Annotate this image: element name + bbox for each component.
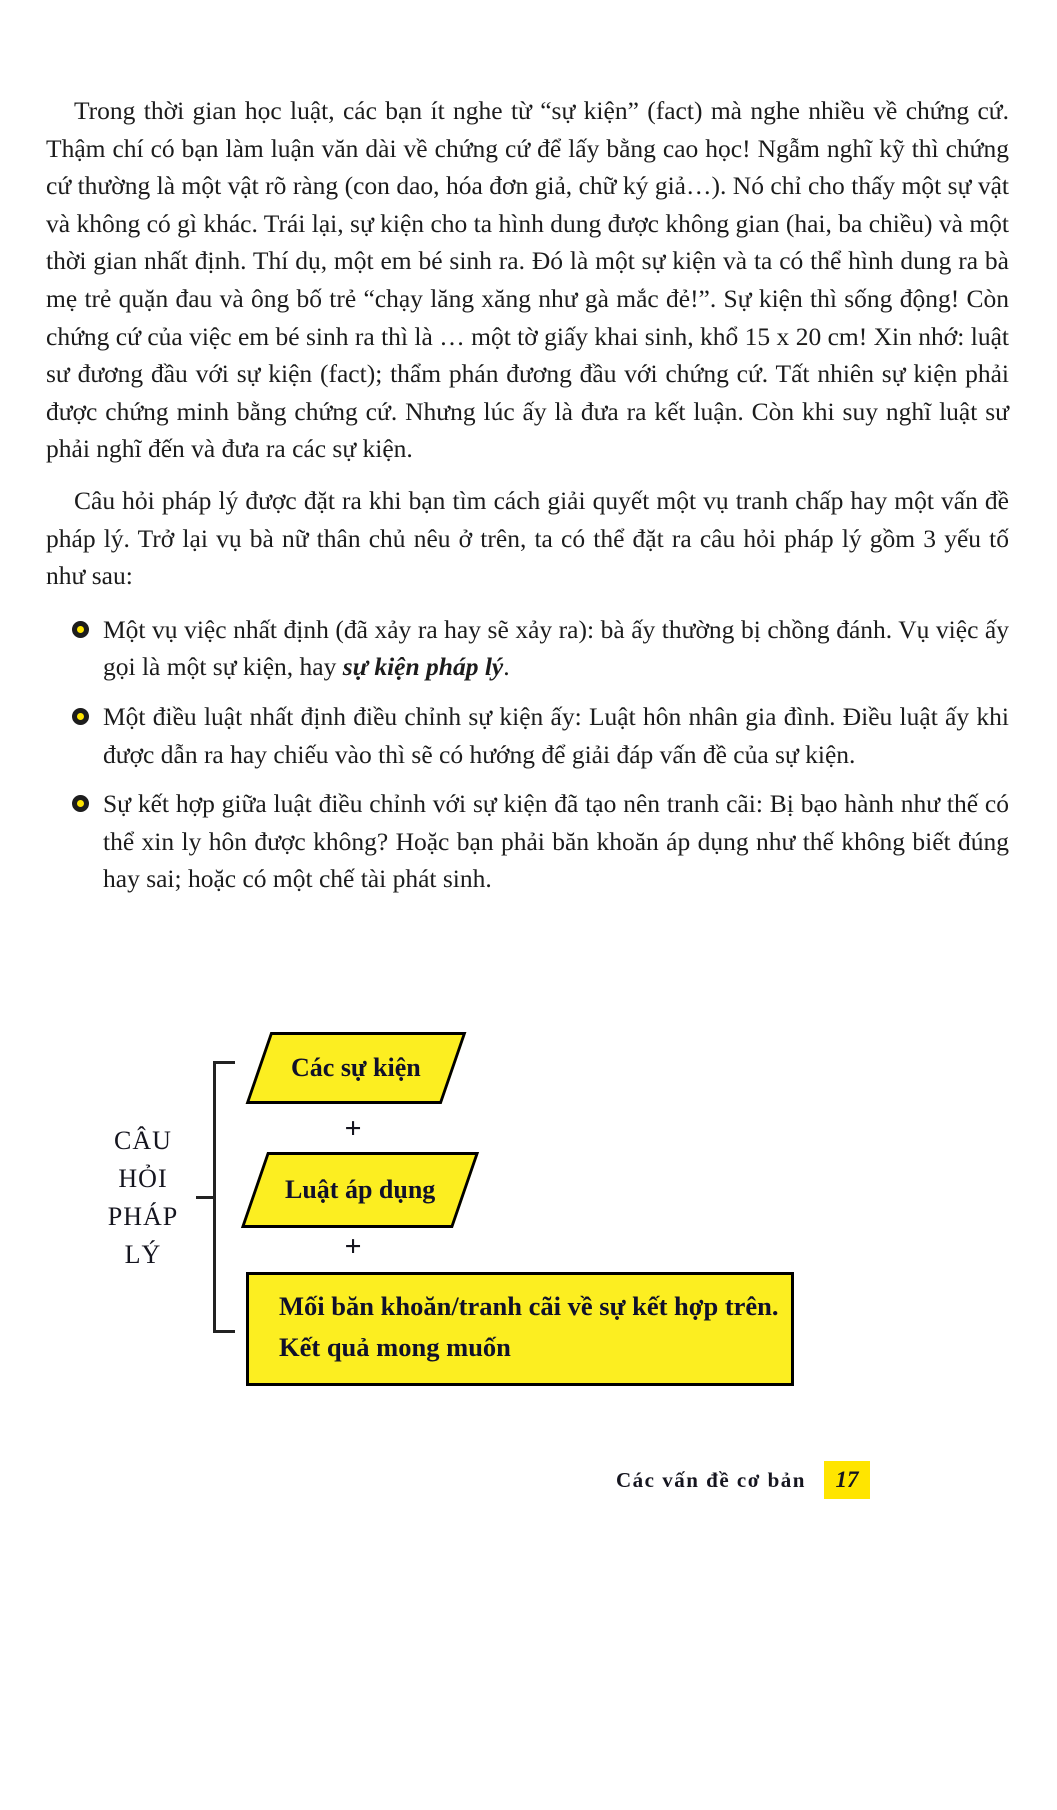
page-footer bbox=[0, 1461, 870, 1499]
diagram-label-line: HỎI bbox=[118, 1164, 168, 1193]
bullet-text-event bbox=[103, 611, 1009, 686]
bullet-text-post: . bbox=[503, 652, 510, 682]
bullet-text-pre: Một vụ việc nhất định (đã xảy ra hay sẽ xảy ra): bà ấy thường bị chồng đánh. Vụ việc ấy gọi là một sự kiện, hay bbox=[103, 614, 1009, 682]
bracket-connector-line bbox=[196, 1196, 214, 1199]
bullet-text-law bbox=[103, 698, 1009, 773]
bullet-text-pre: Sự kết hợp giữa luật điều chỉnh với sự kiện đã tạo nên tranh cãi: Bị bạo hành như thế có thể xin ly hôn được không? Hoặc bạn phải băn khoăn áp dụng như thế không biết đúng hay sai; hoặc có một chế tài phát sinh. bbox=[103, 789, 1009, 894]
parallelogram-facts bbox=[246, 1032, 467, 1104]
bracket-shape bbox=[213, 1061, 235, 1333]
result-box bbox=[246, 1272, 794, 1386]
paragraph-facts-vs-evidence: Trong thời gian học luật, các bạn ít nghe từ “sự kiện” (fact) mà nghe nhiều về chứng cứ. Thậm chí có bạn làm luận văn dài về chứng cứ để lấy bằng cao học! Ngẫm nghĩ kỹ thì chứng cứ thường là một vật rõ ràng (con dao, hóa đơn giả, chữ ký giả…). Nó chỉ cho thấy một sự vật và không có gì khác. Trái lại, sự kiện cho ta hình dung được không gian (hai, ba chiều) và một thời gian nhất định. Thí dụ, một em bé sinh ra. Đó là một sự kiện và ta có thể hình dung ra bà mẹ trẻ quặn đau và ông bố trẻ “chạy lăng xăng như gà mắc đẻ!”. Sự kiện thì sống động! Còn chứng cứ của việc em bé sinh ra thì là … một tờ giấy khai sinh, khổ 15 x 20 cm! Xin nhớ: luật sư đương đầu với sự kiện (fact); thẩm phán đương đầu với chứng cứ. Tất nhiên sự kiện phải được chứng minh bằng chứng cứ. Nhưng lúc ấy là đưa ra kết luận. Còn khi suy nghĩ luật sư phải nghĩ đến và đưa ra các sự kiện. bbox=[46, 96, 1009, 464]
parallelogram-facts-label: Các sự kiện bbox=[291, 1053, 421, 1082]
parallelogram-applicable-law bbox=[241, 1152, 479, 1228]
bullet-text-pre: Một điều luật nhất định điều chỉnh sự kiện ấy: Luật hôn nhân gia đình. Điều luật ấy khi được dẫn ra hay chiếu vào thì sẽ có hướng để giải đáp vấn đề của sự kiện. bbox=[103, 701, 1009, 769]
plus-sign: + bbox=[344, 1112, 362, 1145]
footer-section-title: Các vấn đề cơ bản bbox=[616, 1467, 806, 1492]
page-number-badge: 17 bbox=[824, 1461, 870, 1499]
page-content bbox=[46, 92, 1009, 898]
result-box-line: Mối băn khoăn/tranh cãi về sự kết hợp trên. bbox=[279, 1291, 779, 1321]
diagram-label-legal-question bbox=[104, 1122, 182, 1274]
diagram-label-line: CÂU bbox=[114, 1126, 172, 1155]
parallelogram-applicable-law-label: Luật áp dụng bbox=[284, 1175, 436, 1204]
bullet-list bbox=[46, 611, 1009, 898]
diagram-label-line: LÝ bbox=[124, 1240, 162, 1269]
bullet-icon bbox=[72, 795, 89, 812]
list-item bbox=[46, 785, 1009, 898]
plus-sign: + bbox=[344, 1230, 362, 1263]
list-item bbox=[46, 611, 1009, 686]
bullet-icon bbox=[72, 621, 89, 638]
list-item bbox=[46, 698, 1009, 773]
bullet-text-emphasis: sự kiện pháp lý bbox=[342, 652, 504, 682]
bullet-text-dispute bbox=[103, 785, 1009, 898]
paragraph-legal-question-intro: Câu hỏi pháp lý được đặt ra khi bạn tìm cách giải quyết một vụ tranh chấp hay một vấn đề pháp lý. Trở lại vụ bà nữ thân chủ nêu ở trên, ta có thể đặt ra câu hỏi pháp lý gồm 3 yếu tố như sau: bbox=[46, 485, 1009, 591]
diagram-label-line: PHÁP bbox=[107, 1202, 179, 1231]
result-box-line: Kết quả mong muốn bbox=[279, 1332, 511, 1362]
bullet-icon bbox=[72, 708, 89, 725]
